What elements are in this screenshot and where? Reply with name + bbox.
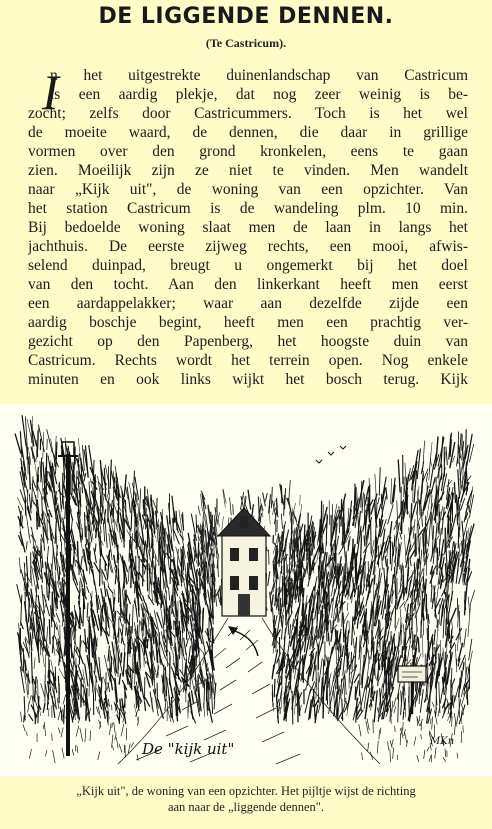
article-line: minuten en ook links wijkt het bosch terug. Kijk [28,371,468,388]
article-line: een aardappelakker; waar aan dezelfde zijde een [28,295,468,312]
artist-signature: MKn [430,736,455,747]
forest-lane-drawing [0,404,492,776]
article-subhead: (Te Castricum). [205,36,287,50]
drawing-inscription: De "kijk uit" [142,740,235,758]
article-line: Bij bedoelde woning slaat men de laan in langs het [28,219,468,236]
article-line: n het uitgestrekte duinenlandschap van Castricum [50,67,468,84]
article-line: vormen over den grond kronkelen, eens te gaan [28,143,468,160]
article-body [28,66,468,389]
article-line: van den tocht. Aan den linkerkant heeft men eerst [28,276,468,293]
article-line: zien. Moeilijk zijn ze niet te vinden. Men wandelt [28,162,468,179]
caption-line: aan naar de „liggende dennen". [167,800,325,814]
article-line: Castricum. Rechts wordt het terrein open. Nog enkele [28,352,468,369]
article-line: gezicht op den Papenberg, het hoogste duin van [28,333,468,350]
drop-cap: I [42,64,59,120]
article-line: het station Castricum is de wandeling plm. 10 min. [28,200,468,217]
illustration-caption [0,783,492,815]
article-line: jachthuis. De eerste zijweg rechts, een mooi, afwis- [28,238,468,255]
article-line: is een aardig plekje, dat nog zeer weinig is be- [50,86,468,103]
article-line: de moeite waard, de dennen, die daar in grillige [28,124,468,141]
caption-line: „Kijk uit", de woning van een opzichter. Het pijltje wijst de richting [76,784,416,798]
article-line: aardig boschje begint, heeft men een prachtig ver- [28,314,468,331]
article-line: naar „Kijk uit", de woning van een opzichter. Van [28,181,468,198]
article-line: zocht; zelfs door Castricummers. Toch is het wel [28,105,468,122]
article-line: selend duinpad, breugt u ongemerkt bij het doel [28,257,468,274]
forest-lane-illustration [0,404,492,776]
article-headline: DE LIGGENDE DENNEN. [98,4,394,29]
